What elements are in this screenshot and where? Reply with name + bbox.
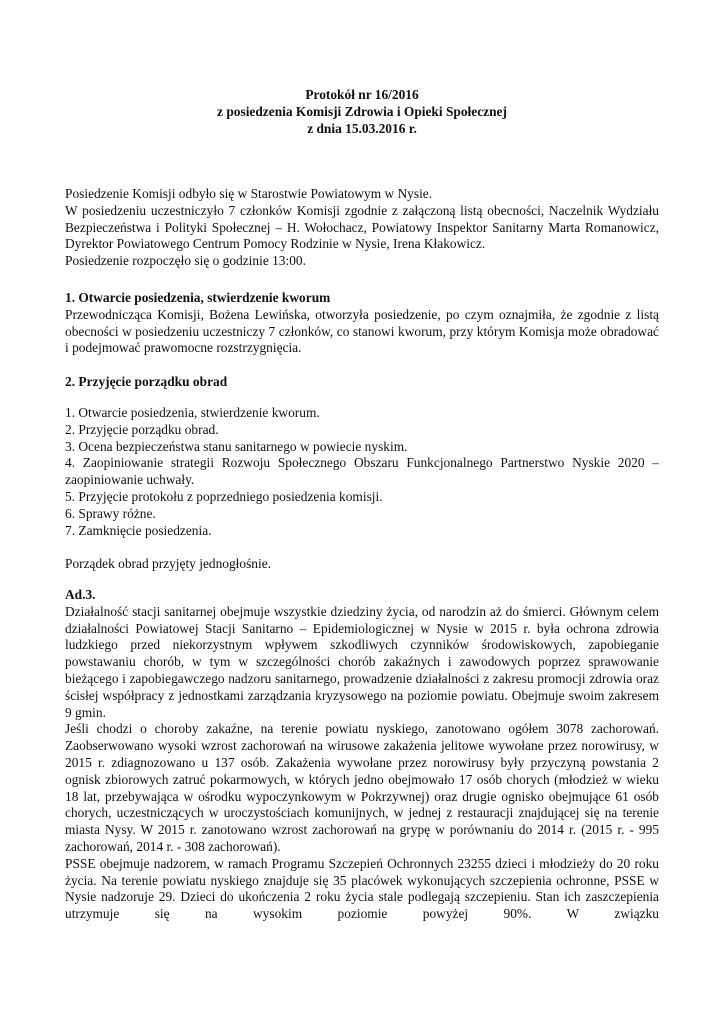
section-2-heading	[65, 374, 659, 391]
ad3-paragraph-1: Działalność stacji sanitarnej obejmuje wszystkie dziedziny życia, od narodzin aż do śmierci. Głównym celem działalności Powiatowej Stacji Sanitarno – Epidemiologicznej w Nysie w 2015 r. była ochrona zdrowia ludzkiego przed niekorzystnym wpływem szkodliwych czynników środowiskowych, zapobieganie powstawaniu chorób, w tym w szczególności chorób zakaźnych i zawodowych poprzez sprawowanie bieżącego i zapobiegawczego nadzoru sanitarnego, prowadzenie działalności z zakresu promocji zdrowia oraz ścisłej współpracy z jednostkami zarządzania kryzysowego na poziomie powiatu. Obejmuje swoim zakresem 9 gmin.	[65, 603, 659, 720]
agenda-item-4: 4. Zaopiniowanie strategii Rozwoju Społecznego Obszaru Funkcjonalnego Partnerstwo Nyskie 2020 – zaopiniowanie uchwały.	[65, 455, 659, 488]
section-2-heading-text: 2. Przyjęcie porządku obrad	[65, 374, 228, 389]
agenda-item-7: 7. Zamknięcie posiedzenia.	[65, 522, 212, 538]
section-1-heading: 1. Otwarcie posiedzenia, stwierdzenie kworum	[65, 290, 331, 305]
agenda-item-5: 5. Przyjęcie protokołu z poprzedniego posiedzenia komisji.	[65, 488, 383, 504]
document-title	[65, 87, 659, 137]
agenda-list	[65, 405, 659, 539]
intro-location: Posiedzenie Komisji odbyło się w Starostwie Powiatowym w Nysie.	[65, 186, 433, 201]
section-1-text: Przewodnicząca Komisji, Bożena Lewińska, otworzyła posiedzenie, po czym oznajmiła, że zgodnie z listą obecności w posiedzeniu uczestniczy 7 członków, co stanowi kworum, przy którym Komisja może obradować i podejmować prawomocne rozstrzygnięcia.	[65, 306, 659, 356]
agenda-item-6: 6. Sprawy różne.	[65, 505, 156, 521]
ad3-paragraph-3: PSSE obejmuje nadzorem, w ramach Programu Szczepień Ochronnych 23255 dzieci i młodzieży do 20 roku życia. Na terenie powiatu nyskiego znajduje się 35 placówek wykonujących szczepienia ochronne, PSSE w Nysie nadzoruje 29. Dzieci do ukończenia 2 roku życia stale podlegają szczepieniu. Stan ich zaszczepienia utrzymuje się na wysokim poziomie powyżej 90%. W związku	[65, 855, 659, 922]
agenda-approval	[65, 556, 659, 573]
ad3-paragraph-2: Jeśli chodzi o choroby zakaźne, na terenie powiatu nyskiego, zanotowano ogółem 3078 zachorowań. Zaobserwowano wysoki wzrost zachorowań na wirusowe zakażenia jelitowe wywołane przez norowirusy, w 2015 r. zdiagnozowano u 137 osób. Zakażenia wywołane przez norowirusy były przyczyną powstania 2 ognisk zbiorowych zatruć pokarmowych, w których jedno obejmowało 17 osób chorych (młodzież w wieku 18 lat, przebywająca w ośrodku wypoczynkowym w Pokrzywnej) oraz drugie ognisko obejmujące 61 osób chorych, uczestniczących w uroczystościach komunijnych, w jednej z restauracji znajdującej się na terenie miasta Nysy. W 2015 r. zanotowano wzrost zachorowań na grypę w porównaniu do 2014 r. (2015 r. - 995 zachorowań, 2014 r. - 308 zachorowań).	[65, 721, 659, 854]
agenda-item-2: 2. Przyjęcie porządku obrad.	[65, 421, 219, 437]
intro-attendance: W posiedzeniu uczestniczyło 7 członków Komisji zgodnie z załączoną listą obecności, Naczelnik Wydziału Bezpieczeństwa i Polityki Społecznej – H. Wołochacz, Powiatowy Inspektor Sanitarny Marta Romanowicz, Dyrektor Powiatowego Centrum Pomocy Rodzinie w Nysie, Irena Kłakowicz.	[65, 202, 659, 252]
section-1	[65, 290, 659, 357]
ad3-heading: Ad.3.	[65, 587, 96, 602]
intro-start-time: Posiedzenie rozpoczęło się o godzinie 13:00.	[65, 253, 306, 269]
agenda-approval-text: Porządek obrad przyjęty jednogłośnie.	[65, 556, 272, 571]
title-line-2: z posiedzenia Komisji Zdrowia i Opieki Społecznej	[217, 103, 507, 119]
intro-section	[65, 186, 659, 270]
ad3-section	[65, 587, 659, 923]
agenda-item-3: 3. Ocena bezpieczeństwa stanu sanitarnego w powiecie nyskim.	[65, 438, 408, 454]
agenda-item-1: 1. Otwarcie posiedzenia, stwierdzenie kworum.	[65, 405, 320, 420]
title-line-3: z dnia 15.03.2016 r.	[307, 120, 417, 136]
title-line-1: Protokół nr 16/2016	[305, 87, 419, 102]
